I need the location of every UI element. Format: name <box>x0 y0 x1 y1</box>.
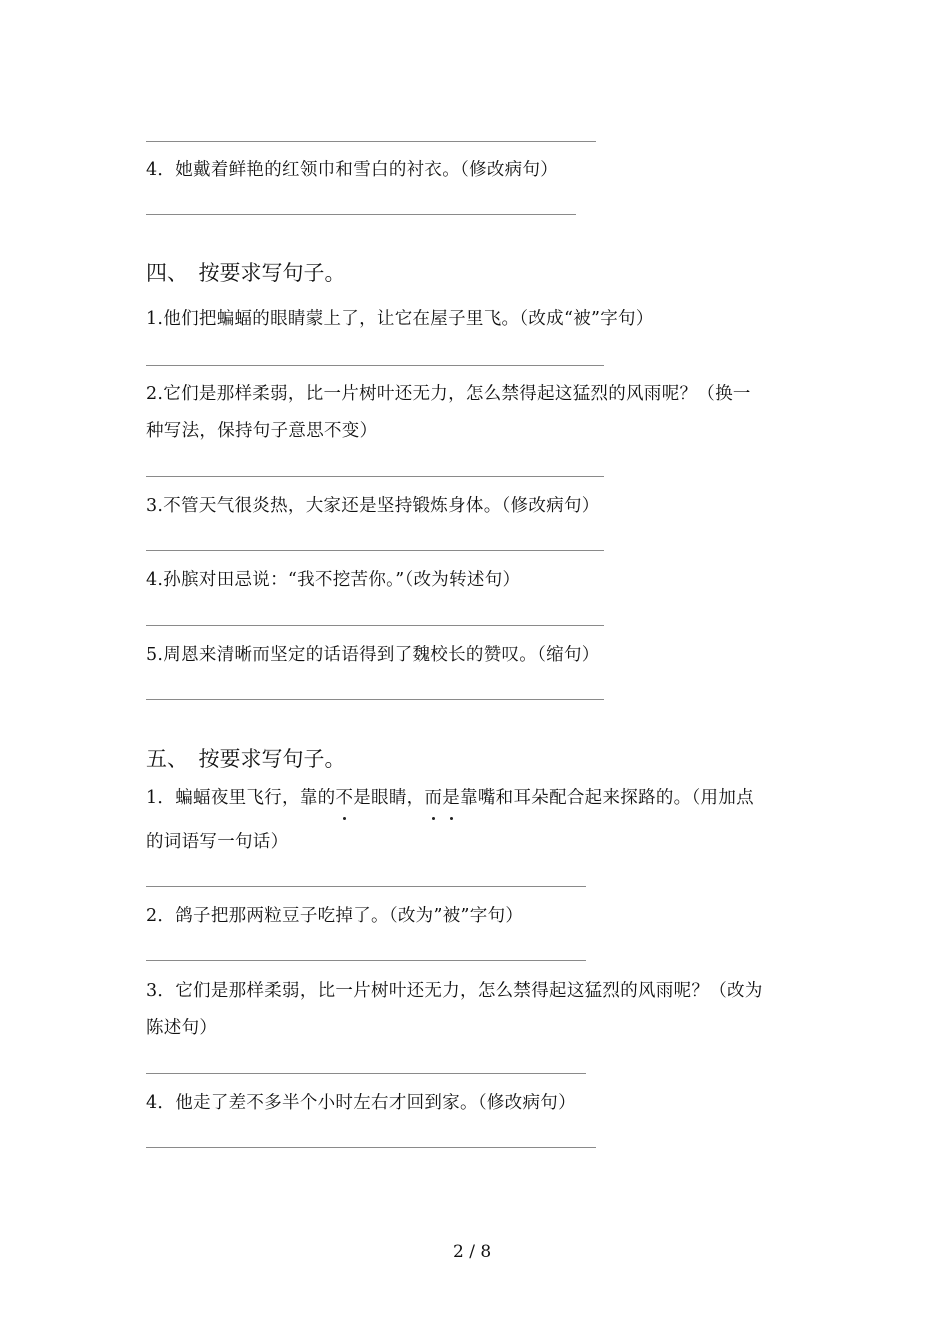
question-item-continued: 的词语写一句话） <box>146 832 289 852</box>
answer-line <box>146 699 604 700</box>
question-item-continued: 陈述句） <box>146 1018 218 1038</box>
question-item: 2.它们是那样柔弱，比一片树叶还无力，怎么禁得起这猛烈的风雨呢？（换一 <box>146 384 751 404</box>
answer-line <box>146 476 604 477</box>
question-item: 4．她戴着鲜艳的红领巾和雪白的衬衣。（修改病句） <box>146 160 559 180</box>
question-item: 3.不管天气很炎热，大家还是坚持锻炼身体。（修改病句） <box>146 496 600 516</box>
answer-line <box>146 365 604 366</box>
answer-line <box>146 625 604 626</box>
section-heading: 五、 按要求写句子。 <box>146 747 346 771</box>
question-text: 是眼睛， <box>353 788 425 808</box>
question-item: 5.周恩来清晰而坚定的话语得到了魏校长的赞叹。（缩句） <box>146 645 600 665</box>
question-item-continued: 种写法，保持句子意思不变） <box>146 421 378 441</box>
emphasis-dot-char: 是 <box>442 780 460 816</box>
question-text: 1．蝙蝠夜里飞行，靠的 <box>146 788 336 808</box>
answer-line <box>146 1147 596 1148</box>
answer-line <box>146 960 586 961</box>
question-item <box>146 780 754 816</box>
answer-line <box>146 550 604 551</box>
answer-line <box>146 886 586 887</box>
section-heading: 四、 按要求写句子。 <box>146 261 346 285</box>
answer-line <box>146 1073 586 1074</box>
answer-line <box>146 141 596 142</box>
question-item: 2．鸽子把那两粒豆子吃掉了。（改为”被”字句） <box>146 906 524 926</box>
emphasis-dot-char: 不 <box>335 780 353 816</box>
question-item: 4.孙膑对田忌说：“我不挖苦你。”（改为转述句） <box>146 570 521 590</box>
question-item: 4．他走了差不多半个小时左右才回到家。（修改病句） <box>146 1093 576 1113</box>
question-item: 1.他们把蝙蝠的眼睛蒙上了，让它在屋子里飞。（改成“被”字句） <box>146 309 654 329</box>
emphasis-dot-char: 而 <box>424 780 442 816</box>
question-item: 3．它们是那样柔弱，比一片树叶还无力，怎么禁得起这猛烈的风雨呢？（改为 <box>146 981 763 1001</box>
answer-line <box>146 214 576 215</box>
question-text: 靠嘴和耳朵配合起来探路的。（用加点 <box>460 788 754 808</box>
page-number: 2 / 8 <box>453 1242 492 1262</box>
